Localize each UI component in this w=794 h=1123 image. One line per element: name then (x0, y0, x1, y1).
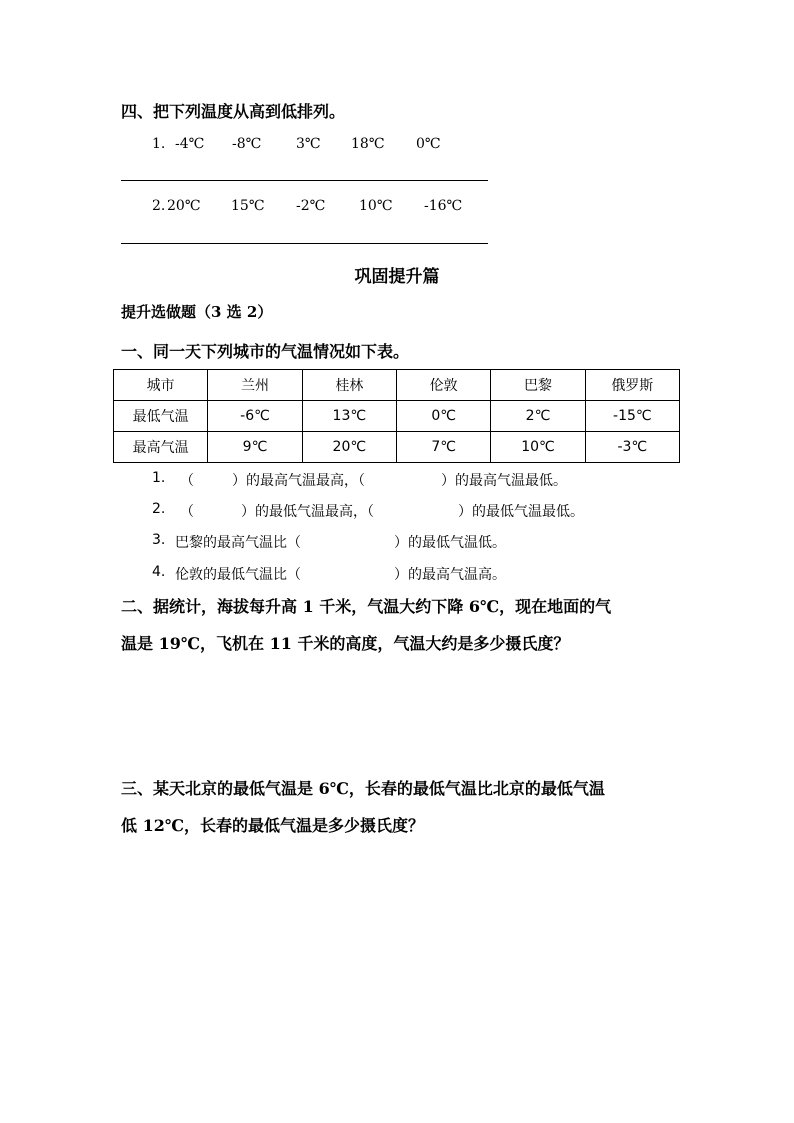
row2-number: 2. (152, 198, 166, 214)
table-cell: 兰州 (208, 370, 302, 401)
table-header-row (114, 370, 680, 401)
row1-number: 1. (152, 136, 166, 152)
item-text: ）的最低气温最低。 (458, 504, 584, 520)
table-row (114, 401, 680, 432)
table-cell: 最高气温 (114, 432, 208, 463)
item-text: （ (180, 473, 194, 489)
q3-text-line2: 低 12℃，长春的最低气温是多少摄氏度？ (121, 816, 425, 835)
table-cell: -3℃ (585, 432, 679, 463)
temperature-table (113, 369, 680, 463)
temperature-value: -16℃ (424, 198, 463, 214)
table-cell: 2℃ (491, 401, 585, 432)
table-cell: 10℃ (491, 432, 585, 463)
item-text: ）的最高气温高。 (394, 567, 506, 583)
table-cell: 0℃ (396, 401, 490, 432)
temperature-value: 15℃ (231, 198, 265, 214)
temperature-value: -4℃ (175, 136, 205, 152)
table-cell: 9℃ (208, 432, 302, 463)
item-number: 2. (152, 501, 166, 517)
table-cell: -6℃ (208, 401, 302, 432)
section4-heading: 四、把下列温度从高到低排列。 (121, 102, 346, 121)
q2-text-line2: 温是 19℃，飞机在 11 千米的高度，气温大约是多少摄氏度？ (121, 634, 570, 653)
table-cell: 伦敦 (396, 370, 490, 401)
table-row (114, 432, 680, 463)
item-text: ）的最低气温最高，（ (241, 504, 374, 520)
item-number: 4. (152, 564, 166, 580)
table-cell: 13℃ (302, 401, 396, 432)
temperature-value: 3℃ (296, 136, 321, 152)
table-cell: 7℃ (396, 432, 490, 463)
answer-line[interactable] (121, 180, 488, 181)
temperature-value: 18℃ (351, 136, 385, 152)
table-cell: 桂林 (302, 370, 396, 401)
temperature-value: 0℃ (416, 136, 441, 152)
answer-line[interactable] (121, 243, 488, 244)
item-number: 1. (152, 470, 166, 486)
table-cell: 20℃ (302, 432, 396, 463)
q2-text-line1: 二、据统计，海拔每升高 1 千米，气温大约下降 6℃，现在地面的气 (121, 597, 612, 616)
item-text: ）的最高气温最低。 (441, 473, 567, 489)
q1-heading: 一、同一天下列城市的气温情况如下表。 (121, 342, 410, 361)
item-text: 伦敦的最低气温比（ (175, 567, 301, 583)
item-text: ）的最高气温最高，（ (232, 473, 365, 489)
item-text: 巴黎的最高气温比（ (175, 535, 301, 551)
item-text: ）的最低气温低。 (394, 535, 506, 551)
q3-text-line1: 三、某天北京的最低气温是 6℃，长春的最低气温比北京的最低气温 (121, 779, 605, 798)
item-text: （ (180, 504, 194, 520)
table-cell: 巴黎 (491, 370, 585, 401)
table-cell: 俄罗斯 (585, 370, 679, 401)
section-subtitle: 提升选做题（3 选 2） (121, 303, 273, 321)
item-number: 3. (152, 532, 166, 548)
temperature-value: 20℃ (167, 198, 201, 214)
table-cell: 城市 (114, 370, 208, 401)
temperature-value: 10℃ (359, 198, 393, 214)
section-title: 巩固提升篇 (354, 267, 440, 287)
table-cell: 最低气温 (114, 401, 208, 432)
table-cell: -15℃ (585, 401, 679, 432)
temperature-value: -2℃ (296, 198, 326, 214)
temperature-value: -8℃ (232, 136, 262, 152)
